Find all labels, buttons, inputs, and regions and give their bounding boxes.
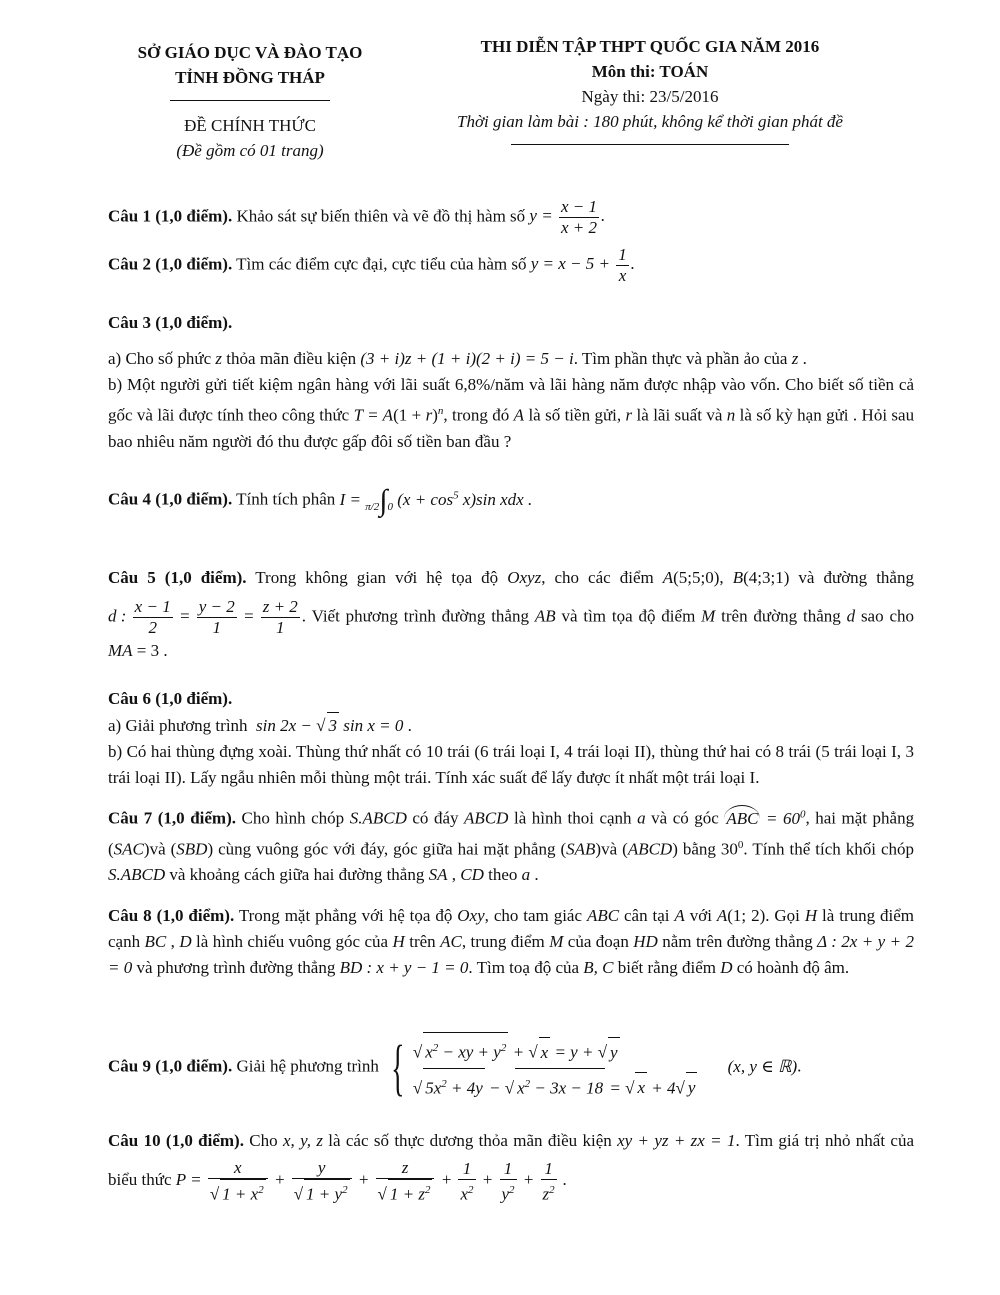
q5-label: Câu 5 (1,0 điểm).: [108, 568, 247, 587]
question-3: [108, 310, 914, 455]
header-divider-left: [170, 100, 330, 101]
header-divider-right: [511, 144, 789, 145]
q3-label: Câu 3 (1,0 điểm).: [108, 313, 233, 332]
q10-label: Câu 10 (1,0 điểm).: [108, 1131, 244, 1150]
q3-part-b: b) Một người gửi tiết kiệm ngân hàng với lãi suất 6,8%/năm và lãi hàng năm được nhập vào vốn. Cho biết số tiền cả gốc và lãi được tính theo công thức $T = A(1 + r)^n$, trong đó A là số tiền gửi, r là lãi suất và n là số kỳ hạn gửi . Hỏi sau bao nhiêu năm người đó thu được gấp đôi số tiền ban đầu ?: [108, 375, 915, 451]
question-6: [108, 686, 914, 791]
subject: Môn thi: TOÁN: [591, 62, 709, 81]
q10-formula: P = $\frac{x}{√ 1 + x^2}$ + $\frac{y}{√ 1 + y^2}$ + $\frac{z}{√ 1 + z^2}$ + $\frac{1}{x^2}$ + $\frac{1}{y^2}$ + $\frac{1}{z^2}$ .: [175, 1158, 568, 1204]
exam-title: THI DIỄN TẬP THPT QUỐC GIA NĂM 2016: [480, 37, 820, 56]
dept-line1: SỞ GIÁO DỤC VÀ ĐÀO TẠO: [137, 43, 363, 62]
q9-text: Giải hệ phương trình: [236, 1056, 379, 1076]
question-10: Câu 10 (1,0 điểm). Cho x, y, z là các số thực dương thỏa mãn điều kiện xy + yz + zx = 1. Tìm giá trị nhỏ nhất của biểu thức P = $\frac{x}{√ 1 + x^2}$ + $\frac{y}{√ 1 + y^2}$ + $\frac{z}{√ 1 + z^2}$ + $\frac{1}{x^2}$ + $\frac{1}{y^2}$ + $\frac{1}{z^2}$ .: [108, 1131, 915, 1204]
header-left: [100, 40, 400, 163]
question-2: [108, 245, 914, 286]
exam-date: Ngày thi: 23/5/2016: [581, 87, 719, 106]
q2-label: Câu 2 (1,0 điểm).: [108, 254, 233, 274]
q1-formula: y = $\frac{x - 1}{x + 2}$ .: [529, 197, 606, 237]
question-5: Câu 5 (1,0 điểm). Trong không gian với hệ tọa độ Oxyz, cho các điểm A(5;5;0), B(4;3;1) và đường thẳng d : $\frac{x - 1}{2}$ = $\frac{y - 2}{1}$ = $\frac{z + 2}{1}$ . Viết phương trình đường thẳng AB và tìm tọa độ điểm M trên đường thẳng d sao cho MA = 3 .: [108, 568, 914, 660]
q3-part-a: a) Cho số phức z thỏa mãn điều kiện (3 + i)z + (1 + i)(2 + i) = 5 − i. Tìm phần thực và phần ảo của z .: [108, 349, 807, 368]
q7-label: Câu 7 (1,0 điểm).: [108, 808, 236, 828]
q4-text: Tính tích phân: [236, 489, 336, 509]
q8-label: Câu 8 (1,0 điểm).: [108, 906, 235, 925]
q9-label: Câu 9 (1,0 điểm).: [108, 1056, 233, 1076]
q6-part-b: b) Có hai thùng đựng xoài. Thùng thứ nhất có 10 trái (6 trái loại I, 4 trái loại II), thùng thứ hai có 8 trái (5 trái loại I, 3 trái loại II). Lấy ngẫu nhiên mỗi thùng một trái. Tính xác suất để lấy được ít nhất một trái loại I.: [108, 742, 914, 787]
q1-text: Khảo sát sự biến thiên và vẽ đồ thị hàm số: [236, 206, 526, 226]
question-1: [108, 197, 914, 238]
question-4: [108, 482, 914, 516]
dept-line2: TỈNH ĐỒNG THÁP: [175, 68, 325, 87]
question-8: Câu 8 (1,0 điểm). Trong mặt phẳng với hệ tọa độ Oxy, cho tam giác ABC cân tại A với A(1; 2). Gọi H là trung điểm cạnh BC , D là hình chiếu vuông góc của H trên AC, trung điểm M của đoạn HD nằm trên đường thẳng Δ : 2x + y + 2 = 0 và phương trình đường thẳng BD : x + y − 1 = 0. Tìm toạ độ của B, C biết rằng điểm D có hoành độ âm.: [108, 906, 915, 977]
q9-system: √ $x^2$ − xy + $y^2$ + √ x = y + √ y √ $5x^2 + 4y$ − √ $x^2 - 3x - 18$ = √ x + 4√ y: [413, 1032, 698, 1103]
q2-text: Tìm các điểm cực đại, cực tiểu của hàm số: [236, 254, 527, 274]
pages-note: (Đề gồm có 01 trang): [176, 141, 324, 160]
q6-label: Câu 6 (1,0 điểm).: [108, 689, 233, 708]
official-label: ĐỀ CHÍNH THỨC: [184, 116, 316, 135]
header-right: [415, 34, 885, 145]
q4-formula: I = π/2∫0 $(x + \cos^5 x)\sin$ xdx .: [339, 483, 533, 517]
q4-label: Câu 4 (1,0 điểm).: [108, 489, 233, 509]
duration: Thời gian làm bài : 180 phút, không kể thời gian phát đề: [457, 112, 843, 131]
question-9: Câu 9 (1,0 điểm). Giải hệ phương trình { √ $x^2$ − xy + $y^2$ + √ x = y + √ y √ $5x^2 + 4y$ − √ $x^2 - 3x - 18$ = √ x + 4√ y (x, y ∈ ℝ).: [108, 1033, 802, 1102]
q2-formula: y = x − 5 + $\frac{1}{x}$ .: [530, 245, 635, 285]
question-7: Câu 7 (1,0 điểm). Cho hình chóp S.ABCD có đáy ABCD là hình thoi cạnh a và có góc ABC = $60^0$, hai mặt phẳng (SAC)và (SBD) cùng vuông góc với đáy, góc giữa hai mặt phẳng (SAB)và (ABCD) bằng $30^0$. Tính thể tích khối chóp S.ABCD và khoảng cách giữa hai đường thẳng SA , CD theo a .: [108, 801, 914, 888]
q6-part-a: a) Giải phương trình sin 2x − √ 3 sin x = 0 .: [108, 712, 914, 739]
q1-label: Câu 1 (1,0 điểm).: [108, 206, 233, 226]
